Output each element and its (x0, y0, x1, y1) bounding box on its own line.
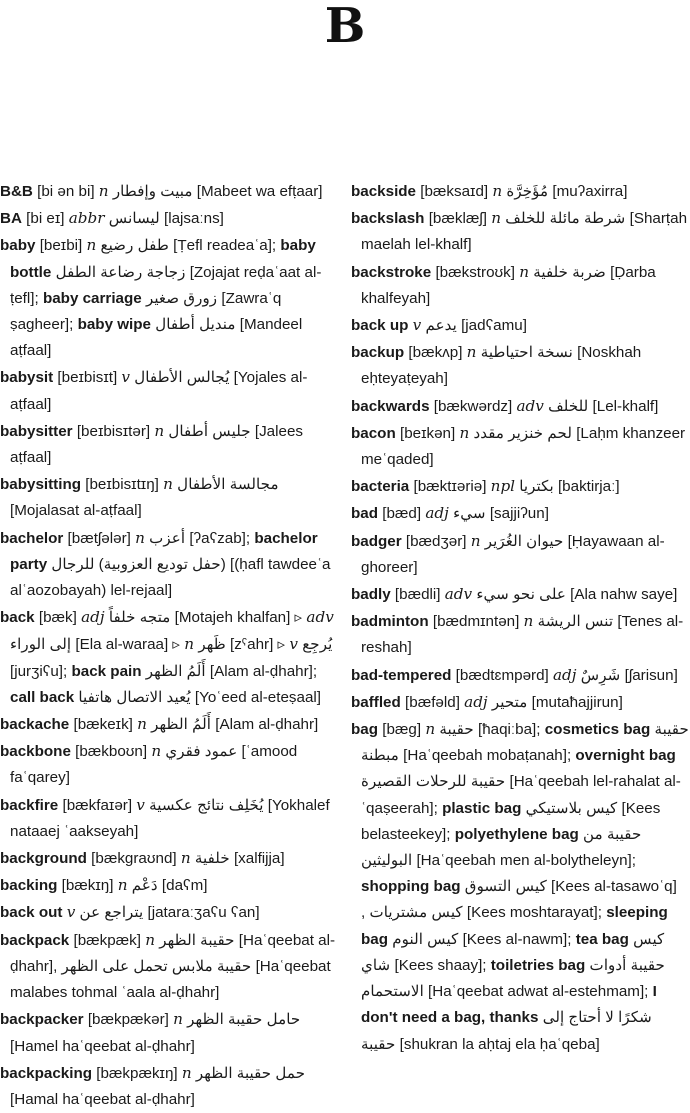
dictionary-entry (0, 738, 340, 791)
part-of-speech: n (173, 1010, 183, 1029)
headword: bachelor party (10, 529, 318, 573)
part-of-speech: adj (81, 608, 105, 627)
transliteration: [Mojalasat al-aṭfaal] (10, 502, 142, 520)
transliteration: [Kees moshtarayat]; (466, 904, 602, 922)
dictionary-entry (0, 418, 340, 471)
arabic-translation: حيوان الغُرَير (484, 532, 564, 550)
arabic-translation: إلى الوراء (10, 636, 72, 654)
transliteration: [Laḥm khanzeer meʿqaded] (361, 424, 686, 469)
part-of-speech: abbr (68, 209, 105, 228)
part-of-speech: n (163, 475, 173, 494)
part-of-speech: n (466, 343, 477, 362)
transliteration: [Kees al-nawm]; (462, 930, 572, 948)
arabic-translation: تنس الريشة (537, 613, 614, 631)
part-of-speech: v (136, 795, 145, 814)
headword: sleeping bag (361, 904, 668, 948)
pronunciation: [bækboʊn] (75, 743, 148, 761)
part-of-speech: npl (490, 477, 516, 496)
pronunciation: [beɪkən] (399, 424, 456, 442)
arabic-translation: حقيبة (439, 721, 474, 739)
part-of-speech: adj (552, 665, 577, 684)
transliteration: [Noskhah eḥteyaṭeyah] (361, 344, 642, 388)
arabic-translation: يُرجِع (302, 636, 333, 654)
headword: backpacking (0, 1064, 93, 1082)
part-of-speech: n (154, 421, 165, 440)
dictionary-entry (351, 716, 689, 1058)
dictionary-entry (351, 581, 689, 608)
dictionary-entry (351, 178, 689, 205)
headword: backslash (351, 210, 425, 228)
transliteration: [Haʿqeebah mobaṭanah]; (403, 747, 572, 765)
pronunciation: [bækeɪk] (73, 716, 133, 734)
headword: backache (0, 716, 70, 734)
part-of-speech: n (180, 849, 191, 868)
transliteration: [Haʿqeebat adwat al-estehmam]; (428, 983, 649, 1001)
part-of-speech: adv (306, 608, 334, 627)
arabic-translation: حمل حقيبة الظهر (195, 1064, 306, 1082)
part-of-speech: n (492, 182, 503, 200)
arabic-translation: مجالسة الأطفال (177, 476, 279, 494)
arabic-translation: منديل أطفال (155, 316, 236, 334)
headword: babysitter (0, 422, 73, 440)
headword: toiletries bag (490, 956, 586, 974)
headword: polyethylene bag (454, 825, 579, 843)
headword: bad-tempered (351, 666, 452, 684)
arabic-translation: حقيبة من البوليثين (361, 825, 642, 870)
arabic-translation: كيس النوم (392, 930, 459, 948)
dictionary-entry (351, 420, 689, 473)
arabic-translation: شَرِسٌ (580, 666, 621, 684)
pronunciation: [bi eɪ] (26, 210, 65, 228)
arabic-translation: حقيبة الظهر (159, 931, 235, 949)
pronunciation: [bækɪŋ] (61, 877, 114, 895)
pronunciation: [beɪbisɪtər] (76, 422, 151, 440)
arabic-translation: كيس بلاستيكي (525, 799, 618, 817)
headword: backing (0, 877, 58, 895)
pronunciation: [bæd] (382, 505, 422, 523)
dictionary-entry (351, 689, 689, 716)
pronunciation: [bædmɪntən] (432, 613, 520, 631)
transliteration: [Yojales al-aṭfaal] (10, 369, 308, 413)
headword: backup (351, 344, 405, 362)
transliteration: [Motajeh khalfan] ▹ (174, 609, 303, 627)
transliteration: [Hamel haʿqeebat al-ḍhahr] (10, 1037, 195, 1055)
transliteration: [Sharṭah maelah lel-khalf] (361, 210, 688, 254)
part-of-speech: n (135, 528, 145, 547)
arabic-translation: يُجالس الأطفال (134, 369, 230, 387)
transliteration: [Haʿqeebah men al-bolytheleyn]; (416, 852, 636, 870)
headword: I don't need a bag, thanks (361, 983, 657, 1027)
headword: baby bottle (10, 237, 316, 281)
headword: tea bag (575, 930, 629, 948)
arabic-translation: أَلَمُ الظهر (151, 716, 212, 734)
transliteration: [Alam al-ḍhahr]; (209, 662, 318, 680)
transliteration: [lajsaːns] (163, 210, 224, 228)
arabic-translation: يدعم (425, 317, 457, 335)
part-of-speech: v (121, 368, 131, 387)
headword: bacon (351, 424, 396, 442)
part-of-speech: n (470, 531, 481, 550)
pronunciation: [bædtɛmpərd] (455, 666, 549, 684)
transliteration: [Kees shaay]; (394, 956, 487, 974)
transliteration: [Hamal haʿqeebat al-ḍhahr] (10, 1090, 195, 1108)
transliteration: [Haʿqeebat malabes tohmal ʿaala al-ḍhahr] (10, 957, 331, 1002)
transliteration: [(ḥafl tawdeeʿa alʿaozobayah) lel-rejaal] (10, 555, 331, 600)
part-of-speech: n (117, 876, 128, 895)
part-of-speech: n (137, 715, 147, 734)
pronunciation: [bækʌp] (408, 344, 463, 362)
part-of-speech: adv (444, 585, 473, 604)
transliteration: [mutaħajjirun] (531, 693, 623, 711)
dictionary-entry (351, 259, 689, 312)
transliteration: [Alam al-ḍhahr] (215, 716, 319, 734)
headword: BA (0, 210, 22, 228)
transliteration: [Jalees aṭfaal] (10, 422, 303, 467)
transliteration: [Ela al-waraa] ▹ (75, 636, 181, 654)
pronunciation: [bæk] (38, 609, 77, 627)
dictionary-entry (0, 1006, 340, 1059)
arabic-translation: كيس شاي (361, 930, 665, 974)
transliteration: [Yoʿeed al-eteṣaal] (194, 688, 321, 706)
dictionary-entry (0, 927, 340, 1007)
part-of-speech: v (289, 635, 298, 654)
part-of-speech: adj (425, 504, 449, 523)
transliteration: [Zojajat reḍaʿaat al-ṭefl]; (10, 263, 322, 307)
headword: baby wipe (77, 316, 151, 334)
arabic-translation: أَلَمُ الظهر (145, 662, 206, 680)
pronunciation: [bækwərdz] (433, 397, 513, 415)
headword: backpack (0, 931, 70, 949)
dictionary-entry (351, 662, 689, 689)
pronunciation: [bæg] (382, 721, 422, 739)
pronunciation: [beɪbisɪt] (57, 369, 118, 387)
headword: overnight bag (575, 747, 676, 765)
arabic-translation: يُعيد الاتصال هاتفيا (78, 688, 191, 706)
dictionary-entry (0, 792, 340, 845)
headword: babysit (0, 369, 54, 387)
transliteration: [ʔaʕzab]; (189, 529, 251, 547)
arabic-translation: خلفية (194, 850, 230, 868)
headword: backwards (351, 397, 430, 415)
arabic-translation: متجه خلفاً (108, 609, 171, 627)
dictionary-entry (351, 528, 689, 581)
arabic-translation: حقيبة مبطنة (361, 721, 689, 765)
arabic-translation: كيس مشتريات , (361, 904, 463, 922)
pronunciation: [bækgraʊnd] (91, 850, 177, 868)
arabic-translation: نسخة احتياطية (480, 344, 573, 362)
headword: backfire (0, 796, 59, 814)
transliteration: [jataraːʒaʕu ʕan] (147, 904, 260, 922)
arabic-translation: (حفل توديع العزوبية) للرجال (51, 555, 226, 573)
pronunciation: [bætʃələr] (67, 529, 131, 547)
arabic-translation: طفل رضيع (100, 237, 169, 255)
pronunciation: [bædʒər] (405, 532, 467, 550)
dictionary-entry (0, 872, 340, 899)
arabic-translation: سيء (453, 505, 486, 523)
pronunciation: [bi ən bi] (37, 183, 95, 200)
headword: plastic bag (442, 799, 522, 817)
transliteration: [Ṭefl readeaʿa]; (173, 237, 277, 255)
dictionary-entry (0, 1060, 340, 1113)
dictionary-entry (0, 178, 340, 205)
headword: bachelor (0, 529, 64, 547)
headword: babysitting (0, 476, 82, 494)
pronunciation: [bædli] (394, 586, 441, 604)
arabic-translation: جليس أطفال (168, 422, 251, 440)
transliteration: [Ḍarba khalfeyah] (361, 263, 656, 307)
transliteration: [ʿamood faʿqarey] (10, 743, 298, 787)
dictionary-entry (351, 205, 689, 258)
dictionary-entry (351, 608, 689, 661)
arabic-translation: حقيبة أدوات الاستحمام (361, 956, 665, 1001)
arabic-translation: متحير (491, 693, 528, 711)
headword: back out (0, 904, 63, 922)
pronunciation: [bækpæk] (73, 931, 141, 949)
arabic-translation: يُخَلِف نتائج عكسية (149, 796, 264, 814)
dictionary-entry (0, 232, 340, 364)
headword: badger (351, 532, 402, 550)
dictionary-entry (0, 205, 340, 232)
headword: badminton (351, 613, 429, 631)
arabic-translation: حقيبة للرحلات القصيرة (361, 773, 506, 791)
pronunciation: [bækpækər] (87, 1011, 169, 1029)
transliteration: [baktirjaː] (557, 478, 620, 496)
arabic-translation: يتراجع عن (79, 904, 144, 922)
pronunciation: [bækfaɪər] (62, 796, 133, 814)
transliteration: [Ala nahw saye] (570, 586, 678, 604)
headword: call back (10, 688, 75, 706)
transliteration: [xalfijja] (233, 850, 285, 868)
arabic-translation: أعزب (149, 529, 186, 547)
transliteration: [Ḥayawaan al-ghoreer] (361, 532, 665, 576)
pronunciation: [bæfəld] (405, 693, 460, 711)
arabic-translation: للخلف (548, 397, 589, 415)
headword: badly (351, 586, 391, 604)
arabic-translation: حقيبة ملابس تحمل على الظهر (61, 957, 252, 975)
arabic-translation: كيس التسوق (464, 878, 547, 896)
left-column (0, 178, 340, 1113)
transliteration: [Kees belasteekey]; (361, 799, 661, 843)
part-of-speech: n (145, 930, 156, 949)
part-of-speech: n (86, 236, 97, 255)
dictionary-entry (0, 471, 340, 524)
part-of-speech: n (459, 423, 470, 442)
pronunciation: [beɪbisɪtɪŋ] (85, 476, 159, 494)
part-of-speech: adj (464, 692, 488, 711)
headword: baby carriage (42, 289, 142, 307)
transliteration: [daʕm] (161, 877, 208, 895)
arabic-translation: حامل حقيبة الظهر (187, 1011, 301, 1029)
arabic-translation: شكرًا لا أحتاج إلى حقيبة (361, 1009, 652, 1053)
transliteration: [ʃarisun] (624, 666, 678, 684)
headword: baffled (351, 693, 401, 711)
dictionary-entry (0, 899, 340, 926)
transliteration: [Kees al-tasawoʿq] (551, 878, 677, 896)
headword: back (0, 609, 35, 627)
part-of-speech: n (491, 209, 501, 228)
pronunciation: [bækstroʊk] (435, 263, 515, 281)
headword: B&B (0, 183, 33, 200)
headword: bacteria (351, 478, 410, 496)
transliteration: [Lel-khalf] (592, 397, 659, 415)
headword: bag (351, 721, 379, 739)
pronunciation: [beɪbi] (39, 237, 83, 255)
part-of-speech: n (519, 262, 529, 281)
headword: cosmetics bag (544, 721, 651, 739)
dictionary-entry (0, 604, 340, 711)
arabic-translation: زورق صغير (145, 289, 218, 307)
right-column (351, 178, 689, 1058)
arabic-translation: دَعْم (131, 877, 158, 895)
headword: back up (351, 317, 409, 335)
pronunciation: [bækpækɪŋ] (96, 1064, 178, 1082)
headword: background (0, 850, 87, 868)
headword: backside (351, 183, 417, 200)
headword: back pain (71, 662, 142, 680)
headword: backstroke (351, 263, 432, 281)
transliteration: [zˤahr] ▹ (230, 636, 286, 654)
dictionary-entry (0, 525, 340, 605)
part-of-speech: n (98, 182, 109, 200)
part-of-speech: adv (516, 396, 544, 415)
part-of-speech: v (412, 316, 422, 335)
arabic-translation: ضربة خلفية (533, 263, 606, 281)
dictionary-entry (351, 312, 689, 339)
part-of-speech: n (523, 612, 534, 631)
transliteration: [muʔaxirra] (552, 183, 628, 200)
transliteration: [Haʿqeebat al-ḍhahr], (10, 931, 336, 975)
part-of-speech: n (425, 720, 436, 739)
arabic-translation: زجاجة رضاعة الطفل (55, 263, 186, 281)
headword: bad (351, 505, 379, 523)
arabic-translation: لحم خنزير مقدد (473, 424, 572, 442)
transliteration: [sajjiʔun] (489, 505, 549, 523)
headword: backbone (0, 743, 71, 761)
dictionary-entry (0, 711, 340, 738)
section-letter-heading: B (324, 0, 366, 54)
dictionary-entry (351, 473, 689, 500)
transliteration: [Tenes al-reshah] (361, 613, 684, 657)
part-of-speech: v (66, 903, 76, 922)
transliteration: [jurʒiʕu]; (10, 662, 68, 680)
arabic-translation: شرطة مائلة للخلف (505, 210, 626, 228)
transliteration: [Zawraʿq ṣagheer]; (10, 289, 282, 334)
part-of-speech: n (151, 742, 162, 761)
transliteration: [ħaqiːba]; (477, 721, 541, 739)
arabic-translation: مُؤَخِرَّة (506, 183, 549, 200)
arabic-translation: عمود فقري (165, 743, 238, 761)
arabic-translation: على نحو سيء (476, 586, 566, 604)
transliteration: [shukran la aḥtaj ela ḥaʿqeba] (399, 1035, 600, 1053)
part-of-speech: n (181, 1063, 192, 1082)
transliteration: [Yokhalef nataaej ʿaakseyah] (10, 796, 330, 840)
dictionary-entry (0, 845, 340, 872)
pronunciation: [bæklæʃ] (428, 210, 487, 228)
headword: baby (0, 237, 36, 255)
transliteration: [Mabeet wa efṭaar] (196, 183, 323, 200)
transliteration: [Haʿqeebah lel-rahalat al-ʿqaṣeerah]; (361, 773, 681, 817)
arabic-translation: مبيت وإفطار (112, 183, 193, 200)
dictionary-entry (0, 364, 340, 417)
arabic-translation: ظَهر (198, 636, 226, 654)
arabic-translation: ليسانس (108, 210, 160, 228)
pronunciation: [bæktɪəriə] (413, 478, 487, 496)
part-of-speech: n (184, 635, 195, 654)
dictionary-entry (351, 339, 689, 392)
transliteration: [Mandeel aṭfaal] (10, 316, 303, 360)
pronunciation: [bæksaɪd] (420, 183, 489, 200)
headword: backpacker (0, 1011, 84, 1029)
transliteration: [jadʕamu] (461, 317, 527, 335)
dictionary-entry (351, 393, 689, 420)
headword: shopping bag (361, 878, 461, 896)
dictionary-entry (351, 500, 689, 527)
arabic-translation: بكتريا (519, 478, 554, 496)
